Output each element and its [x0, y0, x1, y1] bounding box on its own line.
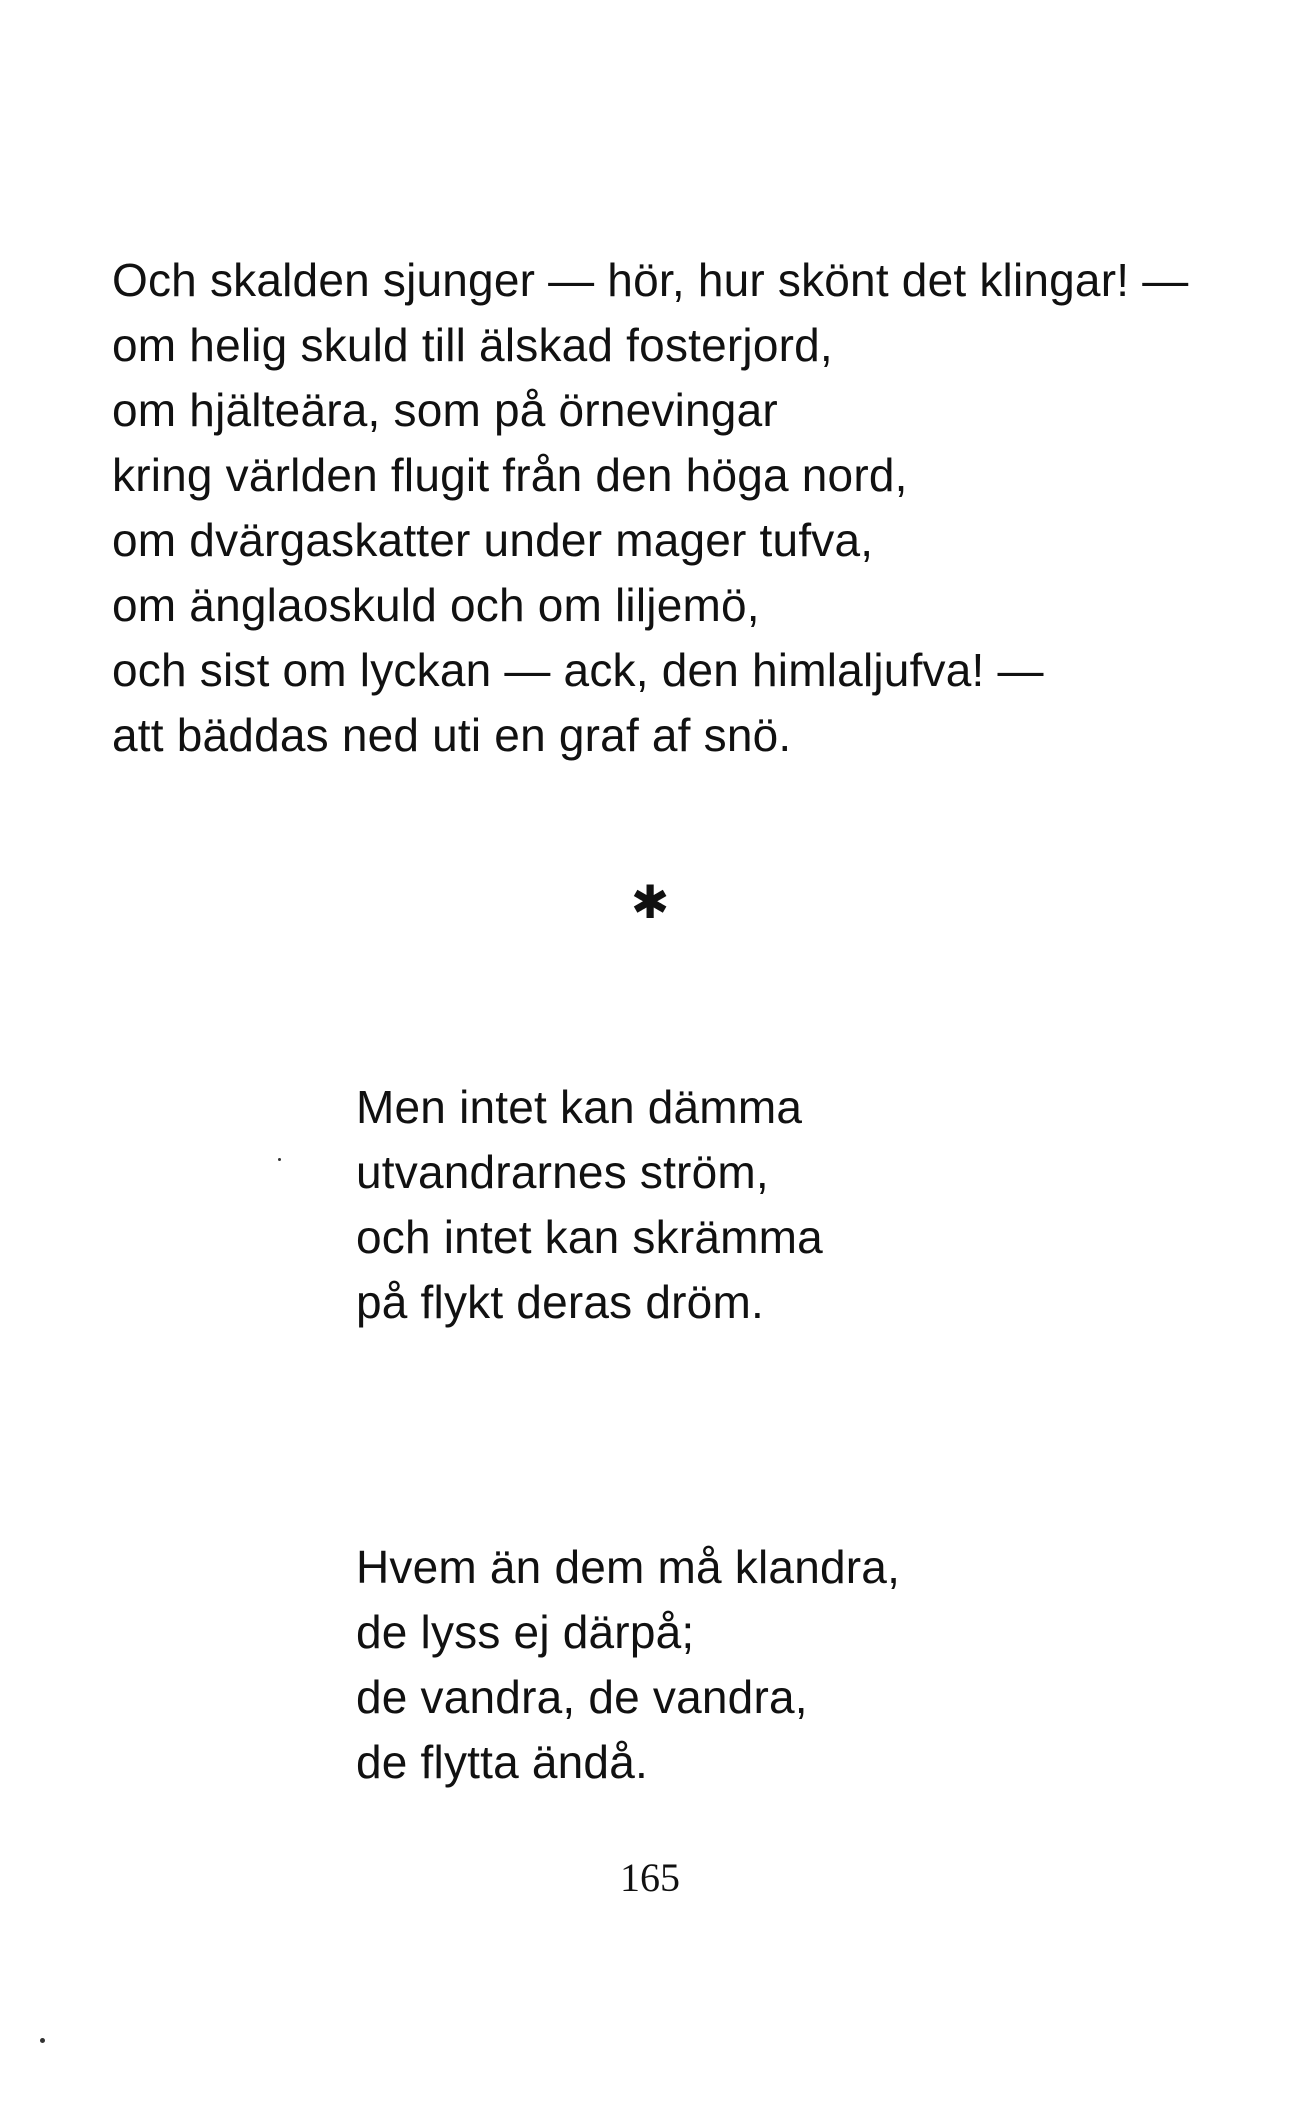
poem-line: Och skalden sjunger — hör, hur skönt det klingar! — — [112, 254, 1189, 306]
poem-line: på flykt deras dröm. — [356, 1276, 764, 1328]
poem-line: och intet kan skrämma — [356, 1211, 823, 1263]
poem-line: att bäddas ned uti en graf af snö. — [112, 709, 792, 761]
poem-line: Hvem än dem må klandra, — [356, 1541, 901, 1593]
poem-line: om änglaoskuld och om liljemö, — [112, 579, 760, 631]
scan-speck — [278, 1158, 281, 1161]
poem-line: om hjälteära, som på örnevingar — [112, 384, 778, 436]
page-number: 165 — [620, 1855, 680, 1900]
poem-line: om dvärgaskatter under mager tufva, — [112, 514, 874, 566]
poem-line: och sist om lyckan — ack, den himlaljufva! — — [112, 644, 1044, 696]
stanza-1 — [112, 248, 1188, 768]
poem-line: Men intet kan dämma — [356, 1081, 803, 1133]
poem-line: de flytta ändå. — [356, 1736, 648, 1788]
poem-line: kring världen flugit från den höga nord, — [112, 449, 908, 501]
poem-line: om helig skuld till älskad fosterjord, — [112, 319, 833, 371]
section-separator-asterisk: ✱ — [630, 875, 670, 929]
poem-line: de vandra, de vandra, — [356, 1671, 808, 1723]
scan-speck — [40, 2038, 45, 2043]
stanza-3 — [356, 1535, 900, 1795]
poem-line: utvandrarnes ström, — [356, 1146, 769, 1198]
poem-line: de lyss ej därpå; — [356, 1606, 695, 1658]
stanza-2 — [356, 1075, 823, 1335]
